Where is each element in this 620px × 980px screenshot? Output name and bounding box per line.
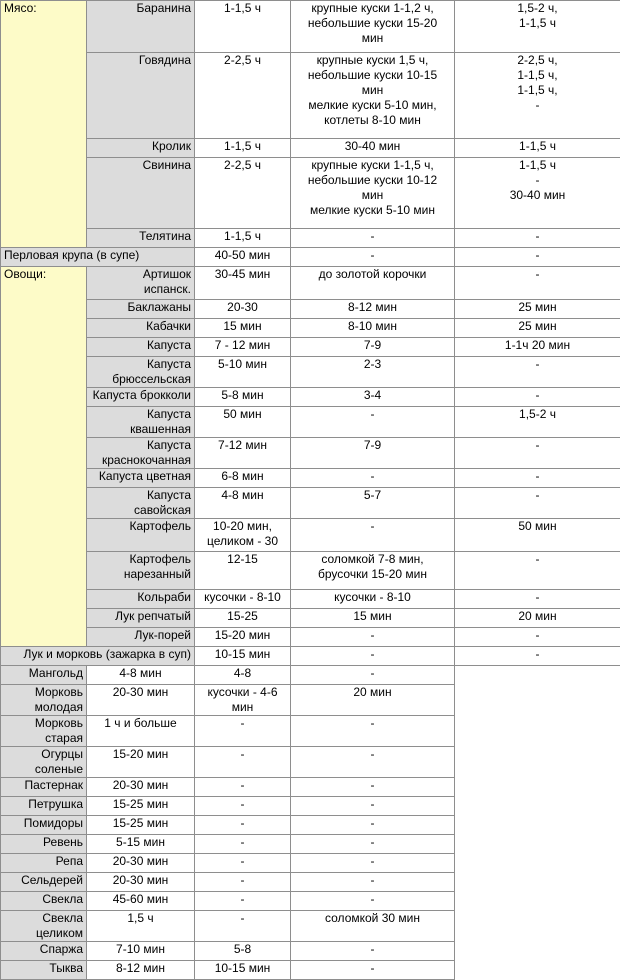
table-row [1, 139, 620, 158]
time-cell: 5-10 мин [195, 357, 291, 388]
time-cell: - [291, 892, 455, 911]
table-row [1, 797, 620, 816]
food-name: Репа [1, 854, 87, 873]
food-name: Сельдерей [1, 873, 87, 892]
time-cell: 8-12 мин [87, 961, 195, 980]
time-cell: 15-20 мин [195, 628, 291, 647]
time-cell: - [455, 438, 620, 469]
table-row [1, 961, 620, 980]
time-cell: 2-3 [291, 357, 455, 388]
food-name: Капуста [87, 338, 195, 357]
time-cell: 5-8 [195, 942, 291, 961]
food-name: Ревень [1, 835, 87, 854]
time-cell: - [291, 407, 455, 438]
time-cell: 50 мин [455, 519, 620, 552]
time-cell: кусочки - 8-10 [291, 590, 455, 609]
food-name: Мангольд [1, 666, 87, 685]
food-name: Спаржа [1, 942, 87, 961]
time-cell: 1,5-2 ч, 1-1,5 ч [455, 1, 620, 53]
food-name: Морковь старая [1, 716, 87, 747]
time-cell: - [291, 816, 455, 835]
time-cell: - [291, 778, 455, 797]
table-row [1, 388, 620, 407]
time-cell: 4-8 мин [195, 488, 291, 519]
food-name: Лук и морковь (зажарка в суп) [1, 647, 195, 666]
time-cell: 7-12 мин [195, 438, 291, 469]
table-row [1, 609, 620, 628]
time-cell: 20-30 [195, 300, 291, 319]
category-label: Мясо: [1, 1, 87, 248]
time-cell: 15-20 мин [87, 747, 195, 778]
time-cell: - [195, 835, 291, 854]
time-cell: кусочки - 8-10 [195, 590, 291, 609]
time-cell: 8-12 мин [291, 300, 455, 319]
time-cell: 6-8 мин [195, 469, 291, 488]
food-name: Свекла [1, 892, 87, 911]
table-row [1, 685, 620, 716]
table-row [1, 816, 620, 835]
time-cell: - [291, 647, 455, 666]
food-name: Капуста брокколи [87, 388, 195, 407]
time-cell: крупные куски 1-1,5 ч, небольшие куски 10-12 мин мелкие куски 5-10 мин [291, 158, 455, 229]
table-row [1, 248, 620, 267]
table-row [1, 488, 620, 519]
food-name: Кролик [87, 139, 195, 158]
table-row [1, 267, 620, 300]
table-row [1, 552, 620, 590]
time-cell: 15-25 мин [87, 797, 195, 816]
food-name: Капуста цветная [87, 469, 195, 488]
time-cell: 30-45 мин [195, 267, 291, 300]
time-cell: - [291, 248, 455, 267]
time-cell: 40-50 мин [195, 248, 291, 267]
time-cell: 15-25 мин [87, 816, 195, 835]
food-name: Свекла целиком [1, 911, 87, 942]
time-cell: 4-8 [195, 666, 291, 685]
time-cell: - [291, 519, 455, 552]
food-name: Капуста квашенная [87, 407, 195, 438]
time-cell: 5-7 [291, 488, 455, 519]
time-cell: 50 мин [195, 407, 291, 438]
table-row [1, 338, 620, 357]
time-cell: крупные куски 1,5 ч, небольшие куски 10-15 мин мелкие куски 5-10 мин, котлеты 8-10 мин [291, 53, 455, 139]
time-cell: 8-10 мин [291, 319, 455, 338]
time-cell: - [291, 747, 455, 778]
table-row [1, 407, 620, 438]
time-cell: 5-15 мин [87, 835, 195, 854]
table-row [1, 438, 620, 469]
time-cell: 5-8 мин [195, 388, 291, 407]
food-name: Лук-порей [87, 628, 195, 647]
time-cell: - [195, 797, 291, 816]
time-cell: 15 мин [291, 609, 455, 628]
time-cell: - [291, 469, 455, 488]
time-cell: - [195, 873, 291, 892]
table-row [1, 1, 620, 53]
time-cell: 30-40 мин [291, 139, 455, 158]
time-cell: - [455, 229, 620, 248]
food-name: Баклажаны [87, 300, 195, 319]
food-name: Петрушка [1, 797, 87, 816]
food-name: Тыква [1, 961, 87, 980]
table-row [1, 873, 620, 892]
table-row [1, 892, 620, 911]
time-cell: 15-25 [195, 609, 291, 628]
time-cell: соломкой 7-8 мин, брусочки 15-20 мин [291, 552, 455, 590]
time-cell: - [195, 747, 291, 778]
food-name: Кабачки [87, 319, 195, 338]
time-cell: 1-1,5 ч [455, 139, 620, 158]
time-cell: 2-2,5 ч, 1-1,5 ч, 1-1,5 ч, - [455, 53, 620, 139]
time-cell: 20-30 мин [87, 778, 195, 797]
time-cell: 7-10 мин [87, 942, 195, 961]
table-row [1, 53, 620, 139]
time-cell: 3-4 [291, 388, 455, 407]
time-cell: 1 ч и больше [87, 716, 195, 747]
food-name: Кольраби [87, 590, 195, 609]
time-cell: - [291, 229, 455, 248]
time-cell: - [291, 854, 455, 873]
table-row [1, 357, 620, 388]
table-row [1, 229, 620, 248]
food-name: Капуста брюссельская [87, 357, 195, 388]
time-cell: 2-2,5 ч [195, 158, 291, 229]
time-cell: - [195, 854, 291, 873]
time-cell: - [455, 469, 620, 488]
time-cell: 1-1,5 ч - 30-40 мин [455, 158, 620, 229]
time-cell: - [291, 666, 455, 685]
time-cell: 1,5 ч [87, 911, 195, 942]
food-name: Помидоры [1, 816, 87, 835]
table-row [1, 778, 620, 797]
food-name: Капуста краснокочанная [87, 438, 195, 469]
time-cell: - [455, 488, 620, 519]
time-cell: - [291, 716, 455, 747]
table-row [1, 911, 620, 942]
food-name: Говядина [87, 53, 195, 139]
time-cell: - [455, 628, 620, 647]
time-cell: - [291, 961, 455, 980]
food-name: Капуста савойская [87, 488, 195, 519]
time-cell: - [195, 716, 291, 747]
time-cell: - [455, 388, 620, 407]
time-cell: до золотой корочки [291, 267, 455, 300]
food-name: Телятина [87, 229, 195, 248]
time-cell: - [291, 797, 455, 816]
time-cell: 1-1,5 ч [195, 1, 291, 53]
time-cell: - [195, 892, 291, 911]
time-cell: 1-1,5 ч [195, 139, 291, 158]
time-cell: - [455, 357, 620, 388]
food-name: Морковь молодая [1, 685, 87, 716]
time-cell: - [291, 628, 455, 647]
time-cell: 25 мин [455, 319, 620, 338]
food-name: Баранина [87, 1, 195, 53]
table-row [1, 319, 620, 338]
time-cell: - [291, 835, 455, 854]
table-row [1, 716, 620, 747]
food-name: Перловая крупа (в супе) [1, 248, 195, 267]
food-name: Артишок испанск. [87, 267, 195, 300]
time-cell: 20-30 мин [87, 854, 195, 873]
time-cell: 10-15 мин [195, 961, 291, 980]
table-row [1, 942, 620, 961]
category-label: Овощи: [1, 267, 87, 647]
time-cell: - [195, 816, 291, 835]
table-row [1, 854, 620, 873]
time-cell: соломкой 30 мин [291, 911, 455, 942]
table-row [1, 590, 620, 609]
time-cell: 7 - 12 мин [195, 338, 291, 357]
time-cell: - [195, 911, 291, 942]
time-cell: 20 мин [291, 685, 455, 716]
table-row [1, 300, 620, 319]
table-row [1, 747, 620, 778]
time-cell: 10-20 мин, целиком - 30 [195, 519, 291, 552]
time-cell: - [291, 873, 455, 892]
time-cell: 12-15 [195, 552, 291, 590]
time-cell: 1-1,5 ч [195, 229, 291, 248]
time-cell: - [455, 267, 620, 300]
time-cell: - [455, 552, 620, 590]
time-cell: - [455, 647, 620, 666]
time-cell: 20-30 мин [87, 685, 195, 716]
time-cell: 7-9 [291, 338, 455, 357]
time-cell: - [455, 590, 620, 609]
time-cell: крупные куски 1-1,2 ч, небольшие куски 15-20 мин [291, 1, 455, 53]
time-cell: 10-15 мин [195, 647, 291, 666]
food-name: Картофель [87, 519, 195, 552]
time-cell: 7-9 [291, 438, 455, 469]
time-cell: 25 мин [455, 300, 620, 319]
food-name: Лук репчатый [87, 609, 195, 628]
food-name: Картофель нарезанный [87, 552, 195, 590]
food-name: Свинина [87, 158, 195, 229]
time-cell: 1,5-2 ч [455, 407, 620, 438]
time-cell: 2-2,5 ч [195, 53, 291, 139]
time-cell: кусочки - 4-6 мин [195, 685, 291, 716]
time-cell: - [291, 942, 455, 961]
food-name: Огурцы соленые [1, 747, 87, 778]
table-row [1, 158, 620, 229]
table-row [1, 647, 620, 666]
table-row [1, 835, 620, 854]
table-row [1, 519, 620, 552]
table-row [1, 666, 620, 685]
time-cell: - [195, 778, 291, 797]
table-row [1, 469, 620, 488]
table-row [1, 628, 620, 647]
time-cell: 4-8 мин [87, 666, 195, 685]
food-name: Пастернак [1, 778, 87, 797]
time-cell: 20-30 мин [87, 873, 195, 892]
time-cell: 20 мин [455, 609, 620, 628]
time-cell: 45-60 мин [87, 892, 195, 911]
time-cell: 15 мин [195, 319, 291, 338]
time-cell: 1-1ч 20 мин [455, 338, 620, 357]
time-cell: - [455, 248, 620, 267]
